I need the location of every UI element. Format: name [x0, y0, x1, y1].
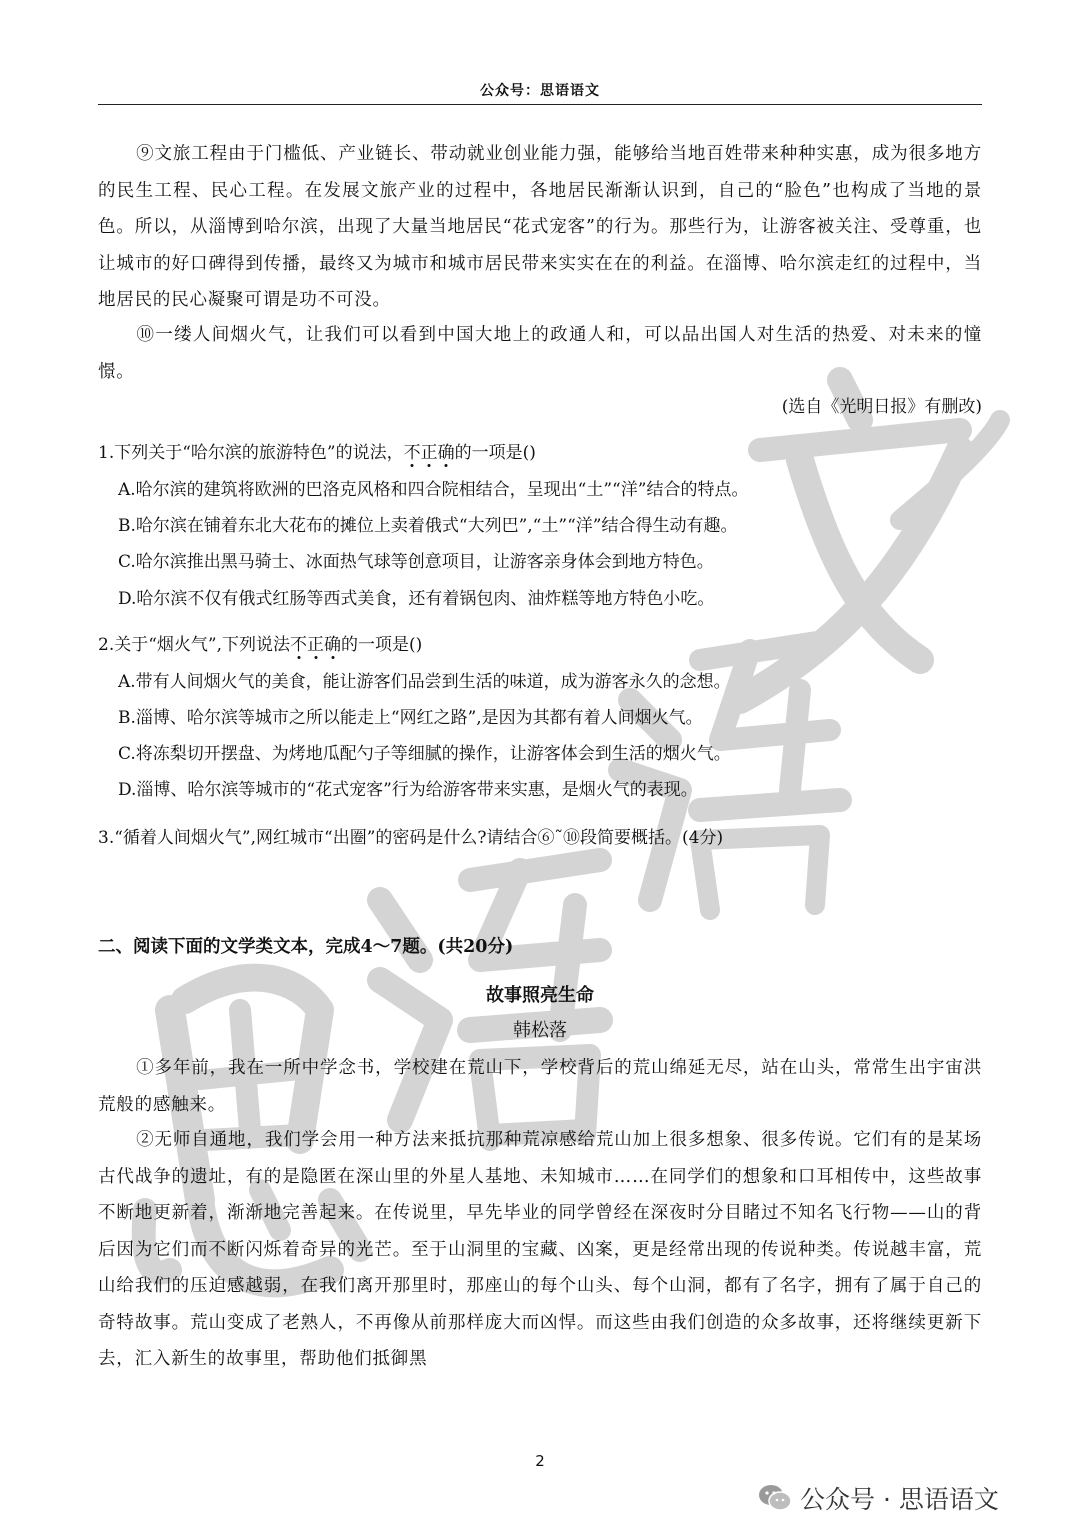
wechat-icon — [758, 1483, 792, 1513]
story-paragraph-1-text: ①多年前，我在一所中学念书，学校建在荒山下，学校背后的荒山绵延无尽，站在山头，常常生出宇宙洪荒般的感触来。 — [98, 1058, 982, 1115]
question-1-option-c: C.哈尔滨推出黑马骑士、冰面热气球等创意项目，让游客亲身体会到地方特色。 — [118, 552, 714, 572]
question-2-option-c: C.将冻梨切开摆盘、为烤地瓜配勺子等细腻的操作，让游客体会到生活的烟火气。 — [118, 744, 731, 764]
question-2-option-d: D.淄博、哈尔滨等城市的“花式宠客”行为给游客带来实惠，是烟火气的表现。 — [118, 780, 698, 800]
question-2-text-start: 2.关于“烟火气”,下列说法 — [98, 635, 291, 655]
question-1-option-a: A.哈尔滨的建筑将欧洲的巴洛克风格和四合院相结合，呈现出“土”“洋”结合的特点。 — [118, 480, 749, 500]
wechat-watermark — [758, 1478, 999, 1518]
question-2-option-b: B.淄博、哈尔滨等城市之所以能走上“网红之路”,是因为其都有着人间烟火气。 — [118, 708, 703, 728]
emphasis-dot-char: 正 — [307, 635, 325, 655]
emphasis-dot-char: 不 — [290, 635, 308, 655]
wechat-label: 公众号 · 思语语文 — [800, 1485, 999, 1514]
story-paragraph-1 — [98, 1050, 982, 1123]
question-1-option-b: B.哈尔滨在铺着东北大花布的摊位上卖着俄式“大列巴”,“土”“洋”结合得生动有趣。 — [118, 516, 738, 536]
question-2-text-end: 的一项是() — [341, 635, 423, 655]
question-1-text-end: 的一项是() — [454, 443, 536, 463]
question-3: 3.“循着人间烟火气”,网红城市“出圈”的密码是什么?请结合⑥˜⑩段简要概括。(4分) — [98, 828, 724, 848]
paragraph-9-text: ⑨文旅工程由于门槛低、产业链长、带动就业创业能力强，能够给当地百姓带来种种实惠，成为很多地方的民生工程、民心工程。在发展文旅产业的过程中，各地居民渐渐认识到，自己的“脸色”也构成了当地的景色。所以，从淄博到哈尔滨，出现了大量当地居民“花式宠客”的行为。那些行为，让游客被关注、受尊重，也让城市的好口碑得到传播，最终又为城市和城市居民带来实实在在的利益。在淄博、哈尔滨走红的过程中，当地居民的民心凝聚可谓是功不可没。 — [98, 144, 982, 310]
question-1-text-start: 1.下列关于“哈尔滨的旅游特色”的说法， — [98, 443, 404, 463]
emphasis-dot-char: 不 — [403, 443, 421, 463]
article-paragraph-9 — [98, 136, 982, 319]
emphasis-dot-char: 确 — [437, 443, 455, 463]
emphasis-dot-char: 正 — [420, 443, 438, 463]
question-1-option-d: D.哈尔滨不仅有俄式红肠等西式美食，还有着锅包肉、油炸糕等地方特色小吃。 — [118, 589, 715, 609]
article-source: (选自《光明日报》有删改) — [781, 397, 982, 417]
section-heading: 二、阅读下面的文学类文本，完成4～7题。(共20分) — [98, 937, 514, 957]
paragraph-10-text: ⑩一缕人间烟火气，让我们可以看到中国大地上的政通人和，可以品出国人对生活的热爱、对未来的憧憬。 — [98, 325, 982, 382]
article-paragraph-10 — [98, 317, 982, 390]
story-author: 韩松落 — [513, 1020, 567, 1041]
page-number: 2 — [535, 1452, 545, 1470]
emphasis-dot-char: 确 — [324, 635, 342, 655]
story-paragraph-2-text: ②无师自通地，我们学会用一种方法来抵抗那种荒凉感给荒山加上很多想象、很多传说。它们有的是某场古代战争的遗址，有的是隐匿在深山里的外星人基地、未知城市……在同学们的想象和口耳相传中，这些故事不断地更新着，渐渐地完善起来。在传说里，早先毕业的同学曾经在深夜时分目睹过不知名飞行物——山的背后因为它们而不断闪烁着奇异的光芒。至于山洞里的宝藏、凶案，更是经常出现的传说种类。传说越丰富，荒山给我们的压迫感越弱，在我们离开那里时，那座山的每个山头、每个山洞，都有了名字，拥有了属于自己的奇特故事。荒山变成了老熟人，不再像从前那样庞大而凶悍。而这些由我们创造的众多故事，还将继续更新下去，汇入新生的故事里，帮助他们抵御黑 — [98, 1130, 982, 1369]
question-1 — [98, 438, 982, 468]
story-paragraph-2 — [98, 1122, 982, 1378]
header-divider — [98, 104, 982, 105]
question-2-option-a: A.带有人间烟火气的美食，能让游客们品尝到生活的味道，成为游客永久的念想。 — [118, 672, 731, 692]
story-title: 故事照亮生命 — [486, 985, 594, 1006]
question-2 — [98, 630, 982, 660]
page-header: 公众号：思语语文 — [480, 83, 600, 99]
